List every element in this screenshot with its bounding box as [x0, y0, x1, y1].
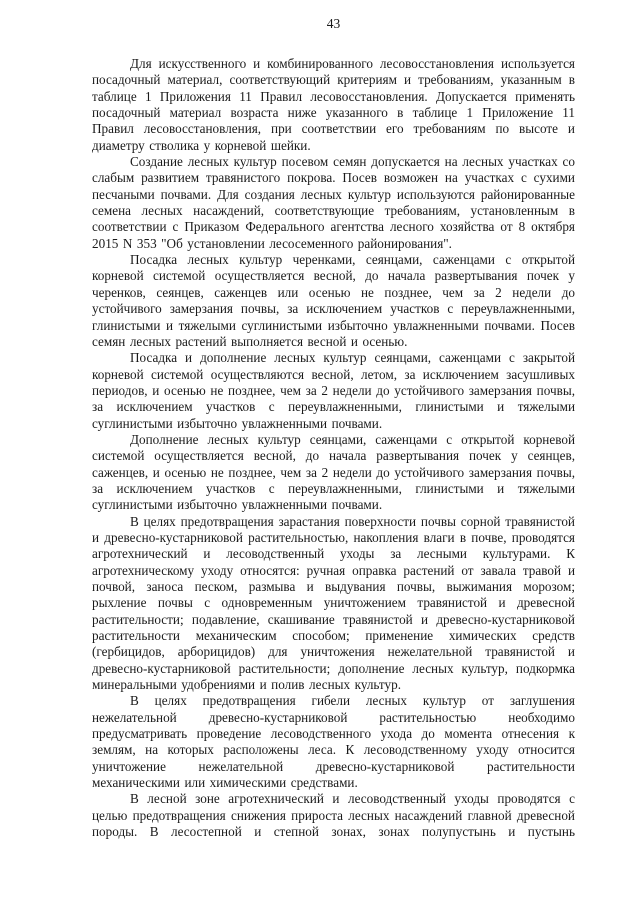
paragraph: Дополнение лесных культур сеянцами, саженцами с открытой корневой системой осуществляется весной, до начала развертывания почек у сеянцев, саженцев, и осенью не позднее, чем за 2 недели до устойчивого замерзания почвы, за исключением участков с переувлажненными, глинистыми и тяжелыми суглинистыми избыточно увлажненными почвами.	[92, 431, 575, 513]
paragraph: Посадка и дополнение лесных культур сеянцами, саженцами с закрытой корневой системой осуществляются весной, летом, за исключением засушливых периодов, и осенью не позднее, чем за 2 недели до устойчивого замерзания почвы, за исключением участков с переувлажненными, глинистыми и тяжелыми суглинистыми избыточно увлажненными почвами.	[92, 350, 575, 431]
page-number: 43	[326, 16, 341, 31]
paragraph: Посадка лесных культур черенками, сеянцами, саженцами с открытой корневой системой осуществляется весной, до начала развертывания почек у черенков, сеянцев, саженцев или осенью не позднее, чем за 2 недели до устойчивого замерзания почвы, за исключением участков с переувлажненными, глинистыми и тяжелыми суглинистыми избыточно увлажненными почвами. Посев семян лесных растений выполняется весной и осенью.	[92, 252, 575, 349]
paragraph: Для искусственного и комбинированного лесовосстановления используется посадочный материал, соответствующий критериям и требованиям, указанным в таблице 1 Приложения 11 Правил лесовосстановления. Допускается применять посадочный материал возраста ниже указанного в таблице 1 Приложение 11 Правил лесовосстановления, при соответствии его требованиям по высоте и диаметру стволика у корневой шейки.	[92, 56, 575, 153]
paragraph: В целях предотвращения зарастания поверхности почвы сорной травянистой и древесно-кустарниковой растительностью, накопления влаги в почве, проводятся агротехнический и лесоводственный уходы за лесными культурами. К агротехническому уходу относятся: ручная оправка растений от завала травой и почвой, заноса песком, размыва и выдувания почвы, выжимания морозом; рыхление почвы с одновременным уничтожением травянистой и древесной растительности; подавление, скашивание травянистой и древесно-кустарниковой растительности механическим способом; применение химических средств (гербицидов, арборицидов) для уничтожения нежелательной травянистой и древесно-кустарниковой растительности; дополнение лесных культур, подкормка минеральными удобрениями и полив лесных культур.	[92, 513, 575, 693]
paragraph: В лесной зоне агротехнический и лесоводственный уходы проводятся с целью предотвращения снижения прироста лесных насаждений главной древесной породы. В лесостепной и степной зонах, зонах полупустынь и пустынь	[92, 791, 575, 840]
paragraph: Создание лесных культур посевом семян допускается на лесных участках со слабым развитием травянистого покрова. Посев возможен на участках с сухими песчаными почвами. Для создания лесных культур используются районированные семена лесных насаждений, соответствующие требованиям, установленным в соответствии с Приказом Федерального агентства лесного хозяйства от 8 октября 2015 N 353 "Об установлении лесосеменного районирования".	[92, 154, 575, 251]
paragraph: В целях предотвращения гибели лесных культур от заглушения нежелательной древесно-кустарниковой растительностью необходимо предусматривать проведение лесоводственного ухода до момента отнесения к землям, на которых расположены леса. К лесоводственному уходу относится уничтожение нежелательной древесно-кустарниковой растительности механическими или химическими средствами.	[92, 693, 575, 791]
document-body	[92, 56, 575, 841]
